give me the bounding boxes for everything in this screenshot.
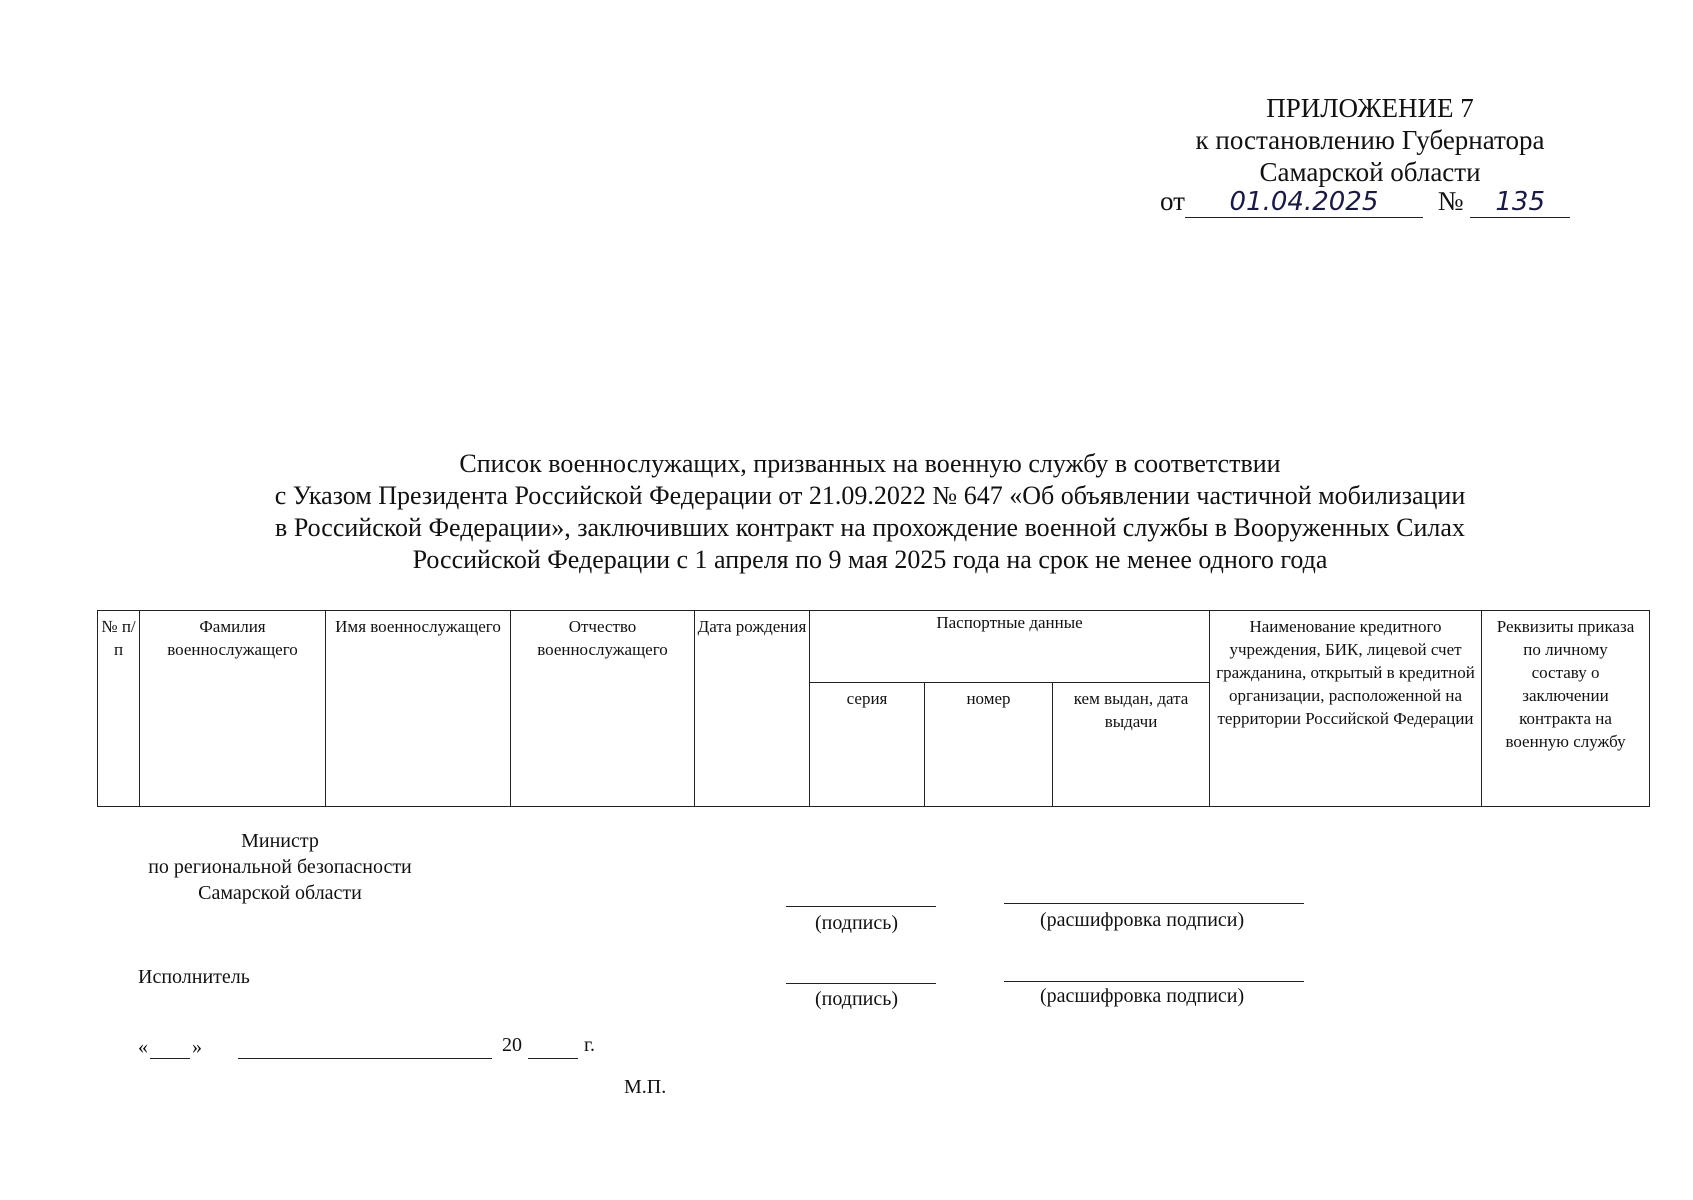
executor-label: Исполнитель bbox=[138, 966, 250, 988]
executor-decoding-line bbox=[1004, 981, 1304, 982]
minister-decoding-line bbox=[1004, 903, 1304, 904]
date-year-line bbox=[528, 1058, 578, 1059]
appendix-subtitle-1: к постановлению Губернатора bbox=[1195, 125, 1545, 155]
decree-date: 01.04.2025 bbox=[1185, 187, 1423, 218]
title-line-3: в Российской Федерации», заключивших контракт на прохождение военной службы в Вооруженных Силах bbox=[275, 513, 1465, 542]
stamp-place: М.П. bbox=[624, 1076, 667, 1098]
header-num: № п/п bbox=[98, 611, 140, 807]
header-bank: Наименование кредитного учреждения, БИК, лицевой счет гражданина, открытый в кредитной организации, расположенной на территории Российской Федерации bbox=[1210, 611, 1482, 807]
minister-decoding-caption: (расшифровка подписи) bbox=[1040, 909, 1245, 931]
decree-number: 135 bbox=[1470, 187, 1570, 218]
minister-dept: по региональной безопасности bbox=[148, 856, 412, 878]
header-series: серия bbox=[810, 683, 925, 807]
servicemen-table bbox=[97, 610, 1650, 807]
decree-date-row bbox=[1160, 186, 1570, 218]
executor-decoding-caption: (расшифровка подписи) bbox=[1040, 985, 1245, 1007]
title-line-4: Российской Федерации с 1 апреля по 9 мая 2025 года на срок не менее одного года bbox=[412, 545, 1328, 574]
appendix-title: ПРИЛОЖЕНИЕ 7 bbox=[1266, 93, 1474, 123]
executor-signature-line bbox=[786, 983, 936, 984]
appendix-subtitle-2: Самарской области bbox=[1259, 157, 1481, 187]
minister-title: Министр bbox=[241, 830, 319, 852]
header-order: Реквизиты приказа по личному составу о заключении контракта на военную службу bbox=[1482, 611, 1650, 807]
header-issued: кем выдан, дата выдачи bbox=[1053, 683, 1210, 807]
date-quote-close: » bbox=[192, 1036, 202, 1058]
executor-signature-caption: (подпись) bbox=[815, 988, 899, 1010]
header-surname: Фамилия военнослужащего bbox=[140, 611, 326, 807]
title-line-1: Список военнослужащих, призванных на военную службу в соответствии bbox=[459, 449, 1281, 478]
date-month-line bbox=[238, 1058, 492, 1059]
header-birthdate: Дата рождения bbox=[695, 611, 810, 807]
appendix-header bbox=[1160, 92, 1580, 188]
date-year-prefix: 20 bbox=[502, 1034, 522, 1056]
minister-block bbox=[130, 828, 430, 906]
minister-signature-caption: (подпись) bbox=[815, 912, 899, 934]
title-line-2: с Указом Президента Российской Федерации от 21.09.2022 № 647 «Об объявлении частичной мобилизации bbox=[274, 481, 1466, 510]
date-quote-open: « bbox=[138, 1036, 148, 1058]
header-patronymic: Отчество военнослужащего bbox=[511, 611, 695, 807]
header-passport: Паспортные данные bbox=[810, 611, 1210, 683]
header-number: номер bbox=[925, 683, 1053, 807]
header-name: Имя военнослужащего bbox=[326, 611, 511, 807]
date-day-line bbox=[150, 1058, 190, 1059]
date-year-suffix: г. bbox=[584, 1034, 595, 1056]
document-title bbox=[180, 448, 1560, 576]
minister-region: Самарской области bbox=[198, 882, 362, 904]
minister-signature-line bbox=[786, 906, 936, 907]
from-label: от bbox=[1160, 186, 1185, 216]
number-label: № bbox=[1437, 186, 1464, 216]
